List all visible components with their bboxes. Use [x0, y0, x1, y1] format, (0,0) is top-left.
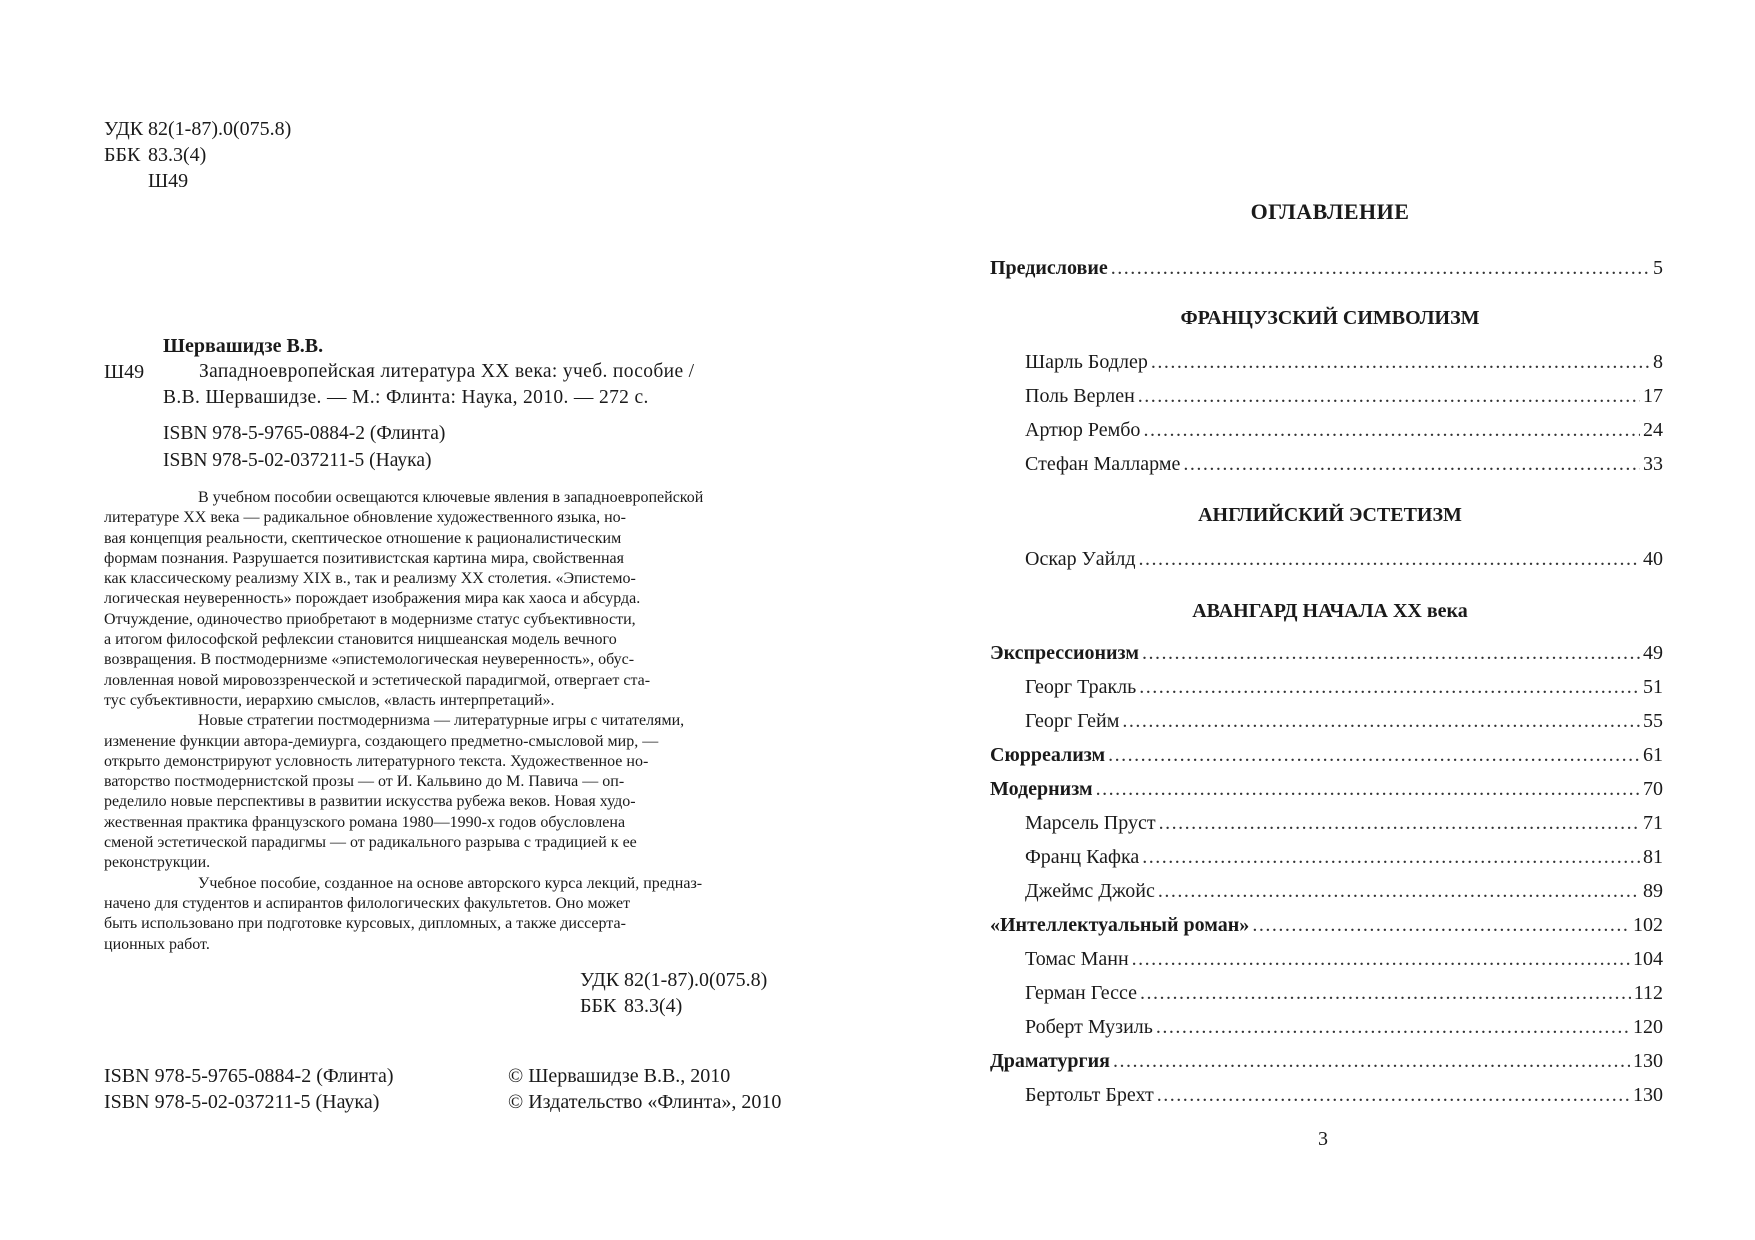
- toc-entry-title: Сюрреализм: [990, 744, 1106, 766]
- toc-entry[interactable]: [990, 1048, 1663, 1074]
- toc-entry[interactable]: [990, 742, 1663, 768]
- catalog-title-line1: Западноевропейская литература XX века: учеб. пособие /: [199, 361, 695, 382]
- toc-section-heading: АВАНГАРД НАЧАЛА XX века: [1192, 600, 1468, 622]
- udk-line: [104, 116, 291, 142]
- toc-entry-page: 71: [1643, 812, 1663, 834]
- bbk-value: 83.3(4): [624, 995, 683, 1017]
- toc-entry-page: 102: [1633, 914, 1663, 936]
- toc-entry-title: «Интеллектуальный роман»: [990, 914, 1250, 936]
- toc-entry-page: 51: [1643, 676, 1663, 698]
- toc-section-heading: АНГЛИЙСКИЙ ЭСТЕТИЗМ: [1198, 504, 1462, 526]
- toc-entry-page: 24: [1643, 419, 1663, 441]
- toc-leader: [1252, 912, 1630, 938]
- page-number: 3: [1318, 1128, 1328, 1150]
- classification-bbk: [580, 993, 682, 1019]
- toc-entry-page: 104: [1633, 948, 1663, 970]
- toc-entry-title: Артюр Рембо: [1025, 419, 1141, 441]
- annotation-paragraph: Новые стратегии постмодернизма — литературные игры с читателями, изменение функции автора-демиурга, создающего предметно-смысловой мир, — открыто демонстрируют условность литературного текста. Художественное но- ваторство постмодернистской прозы — от И. Кальвино до М. Павича — оп- ределило новые перспективы в развитии искусства рубежа веков. Новая худо- жественная практика французского романа 1980—1990-х годов обусловлена сменой эстетической парадигмы — от радикального разрыва с традицией к ее реконструкции.: [104, 712, 685, 872]
- toc-entry-page: 49: [1643, 642, 1663, 664]
- toc-entry-page: 40: [1643, 548, 1663, 570]
- footer-isbn2: ISBN 978-5-02-037211-5 (Наука): [104, 1091, 380, 1113]
- catalog-code: Ш49: [104, 361, 145, 383]
- toc-entry[interactable]: [1025, 383, 1663, 409]
- toc-entry-title: Экспрессионизм: [990, 642, 1139, 664]
- footer-isbn1: ISBN 978-5-9765-0884-2 (Флинта): [104, 1065, 394, 1087]
- toc-entry-title: Шарль Бодлер: [1025, 351, 1148, 373]
- toc-leader: [1139, 546, 1640, 572]
- udk-label: УДК: [580, 969, 620, 991]
- toc-leader: [1157, 1082, 1630, 1108]
- toc-entry-title: Георг Тракль: [1025, 676, 1137, 698]
- toc-entry-page: 70: [1643, 778, 1663, 800]
- toc-entry-page: 120: [1633, 1016, 1663, 1038]
- toc-leader: [1132, 946, 1630, 972]
- toc-entry-title: Роберт Музиль: [1025, 1016, 1153, 1038]
- toc-entry[interactable]: [1025, 349, 1663, 375]
- toc-leader: [1139, 674, 1640, 700]
- toc-entry[interactable]: [990, 640, 1663, 666]
- toc-entry-page: 61: [1643, 744, 1663, 766]
- toc-entry-title: Драматургия: [990, 1050, 1110, 1072]
- udk-value: 82(1-87).0(075.8): [148, 118, 292, 140]
- toc-entry-title: Джеймс Джойс: [1025, 880, 1155, 902]
- toc-leader: [1122, 708, 1640, 734]
- annotation: [104, 488, 776, 955]
- toc-entry[interactable]: [1025, 878, 1663, 904]
- toc-entry-title: Модернизм: [990, 778, 1093, 800]
- toc-entry-title: Бертольт Брехт: [1025, 1084, 1154, 1106]
- author-code: Ш49: [148, 170, 189, 192]
- copyright-publisher: © Издательство «Флинта», 2010: [508, 1091, 782, 1113]
- annotation-paragraph: В учебном пособии освещаются ключевые явления в западноевропейской литературе XX века — радикальное обновление художественного языка, но- вая концепция реальности, скептическое отношение к рационалистическим формам познания. Разрушается позитивистская картина мира, свойственная как классическому реализму XIX в., так и реализму XX столетия. «Эпистемо- логическая неуверенность» порождает изображения мира как хаоса и абсурда. Отчуждение, одиночество приобретают в модернизме статус субъективности, а итогом философской рефлексии становится ницшеанская модель вечного возвращения. В постмодернизме «эпистемологическая неуверенность», обус- ловленная новой мировоззренческой и эстетической парадигмой, отвергает ста- тус субъективности, иерархию смыслов, «власть интерпретаций».: [104, 489, 704, 709]
- toc-entry-page: 89: [1643, 880, 1663, 902]
- toc-entry-page: 130: [1633, 1084, 1663, 1106]
- toc-entry[interactable]: [1025, 946, 1663, 972]
- annotation-paragraph: Учебное пособие, созданное на основе авторского курса лекций, предназ- начено для студентов и аспирантов филологических факультетов. Оно может быть использовано при подготовке курсовых, дипломных, а также диссерта- ционных работ.: [104, 874, 703, 953]
- toc-entry[interactable]: [1025, 417, 1663, 443]
- udk-label: УДК: [104, 118, 144, 140]
- toc-section-heading: ФРАНЦУЗСКИЙ СИМВОЛИЗМ: [1180, 307, 1480, 329]
- toc-entry-page: 112: [1633, 982, 1663, 1004]
- toc-title: ОГЛАВЛЕНИЕ: [1250, 199, 1410, 224]
- toc-entry-title: Поль Верлен: [1025, 385, 1135, 407]
- toc-leader: [1111, 255, 1650, 281]
- toc-entry[interactable]: [990, 912, 1663, 938]
- toc-leader: [1159, 810, 1640, 836]
- toc-entry-title: Предисловие: [990, 257, 1108, 279]
- toc-entry[interactable]: [1025, 546, 1663, 572]
- toc-entry-page: 8: [1653, 351, 1663, 373]
- catalog-isbn1: ISBN 978-5-9765-0884-2 (Флинта): [163, 423, 446, 444]
- bbk-line: [104, 142, 206, 168]
- toc-entry[interactable]: [1025, 451, 1663, 477]
- toc-entry-title: Марсель Пруст: [1025, 812, 1156, 834]
- copyright-author: © Шервашидзе В.В., 2010: [508, 1065, 731, 1087]
- toc-entry[interactable]: [1025, 1014, 1663, 1040]
- toc-entry-page: 130: [1633, 1050, 1663, 1072]
- toc-leader: [1183, 451, 1640, 477]
- bbk-label: ББК: [580, 995, 617, 1017]
- toc-entry[interactable]: [1025, 980, 1663, 1006]
- toc-entry-title: Георг Гейм: [1025, 710, 1120, 732]
- toc-entry[interactable]: [1025, 1082, 1663, 1108]
- toc-leader: [1138, 383, 1640, 409]
- toc-leader: [1156, 1014, 1630, 1040]
- toc-leader: [1113, 1048, 1630, 1074]
- toc-entry[interactable]: [1025, 708, 1663, 734]
- toc-entry-preface[interactable]: [990, 255, 1663, 281]
- toc-leader: [1142, 640, 1640, 666]
- toc-entry-title: Оскар Уайлд: [1025, 548, 1136, 570]
- toc-entry-page: 17: [1643, 385, 1663, 407]
- catalog-isbn2: ISBN 978-5-02-037211-5 (Наука): [163, 450, 432, 471]
- toc-leader: [1158, 878, 1640, 904]
- toc-entry[interactable]: [1025, 810, 1663, 836]
- toc-entry-page: 55: [1643, 710, 1663, 732]
- udk-value: 82(1-87).0(075.8): [624, 969, 768, 991]
- toc-entry[interactable]: [1025, 844, 1663, 870]
- toc-leader: [1096, 776, 1640, 802]
- toc-leader: [1151, 349, 1650, 375]
- toc-entry-page: 81: [1643, 846, 1663, 868]
- toc-entry[interactable]: [1025, 674, 1663, 700]
- toc-entry[interactable]: [990, 776, 1663, 802]
- bbk-label: ББК: [104, 144, 141, 166]
- toc-entry-title: Герман Гессе: [1025, 982, 1138, 1004]
- toc-entry-title: Томас Манн: [1025, 948, 1129, 970]
- toc-entry-title: Франц Кафка: [1025, 846, 1140, 868]
- bbk-value: 83.3(4): [148, 144, 207, 166]
- toc-entry-title: Стефан Малларме: [1025, 453, 1181, 475]
- toc-entry-page: 33: [1643, 453, 1663, 475]
- toc-leader: [1108, 742, 1640, 768]
- toc-entry-page: 5: [1653, 257, 1663, 279]
- catalog-author: Шервашидзе В.В.: [163, 335, 324, 357]
- classification-udk: [580, 967, 767, 993]
- toc-leader: [1140, 980, 1631, 1006]
- toc-leader: [1142, 844, 1640, 870]
- toc-leader: [1143, 417, 1640, 443]
- catalog-title-line2: В.В. Шервашидзе. — М.: Флинта: Наука, 2010. — 272 с.: [163, 387, 649, 408]
